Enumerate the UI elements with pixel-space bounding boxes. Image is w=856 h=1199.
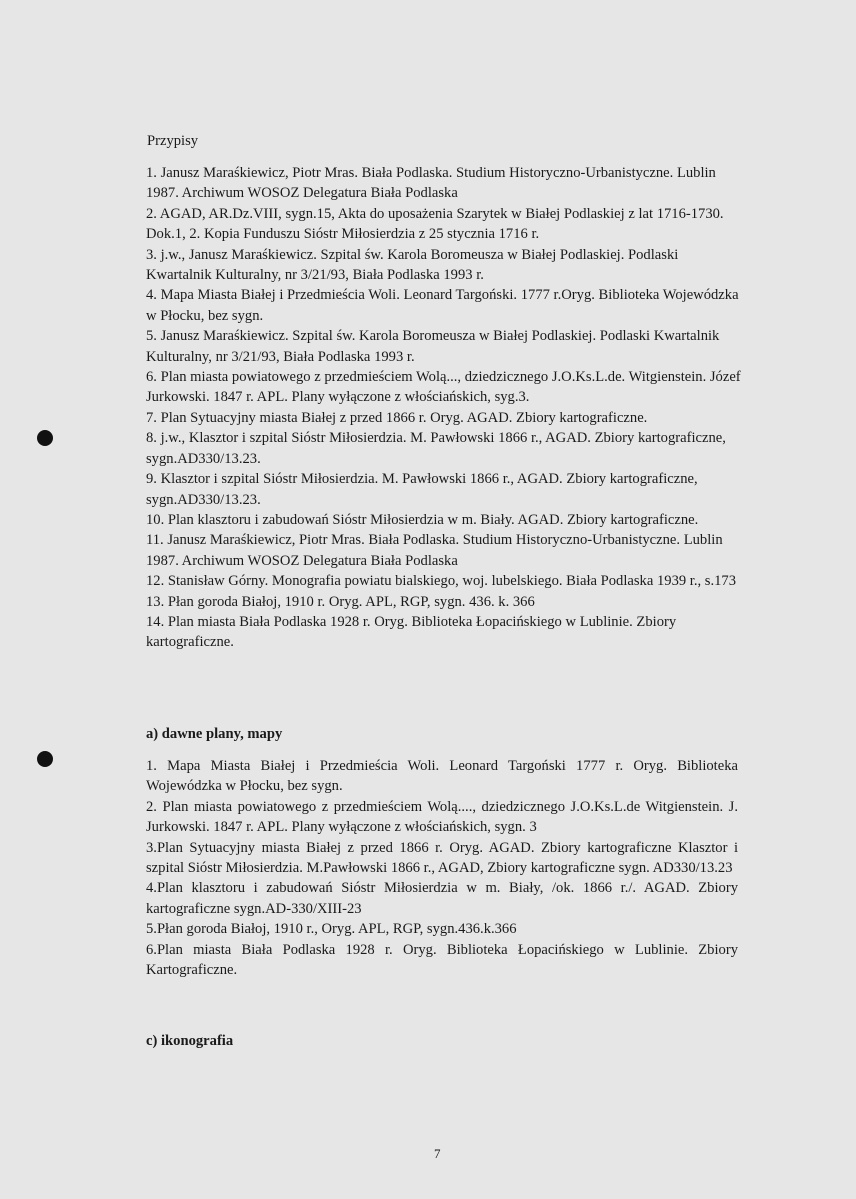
plan-item: 6.Plan miasta Biała Podlaska 1928 r. Oryg. Biblioteka Łopacińskiego w Lublinie. Zbiory Kartograficzne.: [146, 941, 738, 979]
plan-item: 2. Plan miasta powiatowego z przedmieściem Wolą...., dziedzicznego J.O.Ks.L.de Witgienstein. J. Jurkowski. 1847 r. APL. Plany wyłączone z włościańskich, sygn. 3: [146, 798, 738, 836]
section-a-title: a) dawne plany, mapy: [146, 726, 283, 742]
plan-item: 3.Plan Sytuacyjny miasta Białej z przed 1866 r. Oryg. AGAD. Zbiory kartograficzne Klasztor i szpital Sióstr Miłosierdzia. M.Pawłowski 1866 r., AGAD, Zbiory kartograficzne sygn. AD330/13.23: [146, 839, 738, 877]
footnote-item: 6. Plan miasta powiatowego z przedmieściem Wolą..., dziedzicznego J.O.Ks.L.de. Witgienstein. Józef Jurkowski. 1847 r. APL. Plany wyłączone z włościańskich, syg.3.: [146, 369, 741, 406]
footnote-item: 8. j.w., Klasztor i szpital Sióstr Miłosierdzia. M. Pawłowski 1866 r., AGAD. Zbiory kartograficzne, sygn.AD330/13.23.: [146, 430, 726, 467]
plan-item: 1. Mapa Miasta Białej i Przedmieścia Woli. Leonard Targoński 1777 r. Oryg. Biblioteka Wojewódzka w Płocku, bez sygn.: [146, 758, 738, 795]
footnote-item: 9. Klasztor i szpital Sióstr Miłosierdzia. M. Pawłowski 1866 r., AGAD. Zbiory kartograficzne, sygn.AD330/13.23.: [146, 471, 698, 508]
page-number: 7: [434, 1146, 441, 1161]
footnote-item: 13. Płan goroda Białoj, 1910 r. Oryg. APL, RGP, sygn. 436. k. 366: [146, 593, 535, 610]
footnote-item: 4. Mapa Miasta Białej i Przedmieścia Woli. Leonard Targoński. 1777 r.Oryg. Biblioteka Wojewódzka w Płocku, bez sygn.: [146, 287, 739, 324]
punch-hole-top: [37, 430, 53, 446]
footnote-item: 10. Plan klasztoru i zabudowań Sióstr Miłosierdzia w m. Biały. AGAD. Zbiory kartograficzne.: [146, 511, 699, 528]
section-c-title: c) ikonografia: [146, 1033, 234, 1049]
footnote-item: 11. Janusz Maraśkiewicz, Piotr Mras. Biała Podlaska. Studium Historyczno-Urbanistyczne. Lublin 1987. Archiwum WOSOZ Delegatura Biała Podlaska: [146, 532, 723, 569]
plan-item: 4.Plan klasztoru i zabudowań Sióstr Miłosierdzia w m. Biały, /ok. 1866 r./. AGAD. Zbiory kartograficzne sygn.AD-330/XIII-23: [146, 880, 738, 917]
plan-item: 5.Płan goroda Białoj, 1910 r., Oryg. APL, RGP, sygn.436.k.366: [146, 921, 517, 938]
footnotes-heading: Przypisy: [147, 133, 199, 149]
footnote-item: 12. Stanisław Górny. Monografia powiatu bialskiego, woj. lubelskiego. Biała Podlaska 1939 r., s.173: [146, 573, 737, 590]
footnote-item: 2. AGAD, AR.Dz.VIII, sygn.15, Akta do uposażenia Szarytek w Białej Podlaskiej z lat 1716-1730. Dok.1, 2. Kopia Funduszu Sióstr Miłosierdzia z 25 stycznia 1716 r.: [146, 205, 724, 243]
footnote-item: 7. Plan Sytuacyjny miasta Białej z przed 1866 r. Oryg. AGAD. Zbiory kartograficzne.: [146, 409, 648, 426]
footnote-item: 14. Plan miasta Biała Podlaska 1928 r. Oryg. Biblioteka Łopacińskiego w Lublinie. Zbiory kartograficzne.: [146, 613, 677, 651]
footnote-item: 3. j.w., Janusz Maraśkiewicz. Szpital św. Karola Boromeusza w Białej Podlaskiej. Podlaski Kwartalnik Kulturalny, nr 3/21/93, Biała Podlaska 1993 r.: [146, 246, 679, 284]
old-plans-list: [146, 756, 738, 980]
footnote-item: 5. Janusz Maraśkiewicz. Szpital św. Karola Boromeusza w Białej Podlaskiej. Podlaski Kwartalnik Kulturalny, nr 3/21/93, Biała Podlaska 1993 r.: [146, 328, 720, 365]
footnote-item: 1. Janusz Maraśkiewicz, Piotr Mras. Biała Podlaska. Studium Historyczno-Urbanistyczne. Lublin 1987. Archiwum WOSOZ Delegatura Biała Podlaska: [146, 165, 716, 202]
punch-hole-bottom: [37, 751, 53, 767]
footnotes-list: [146, 163, 746, 653]
